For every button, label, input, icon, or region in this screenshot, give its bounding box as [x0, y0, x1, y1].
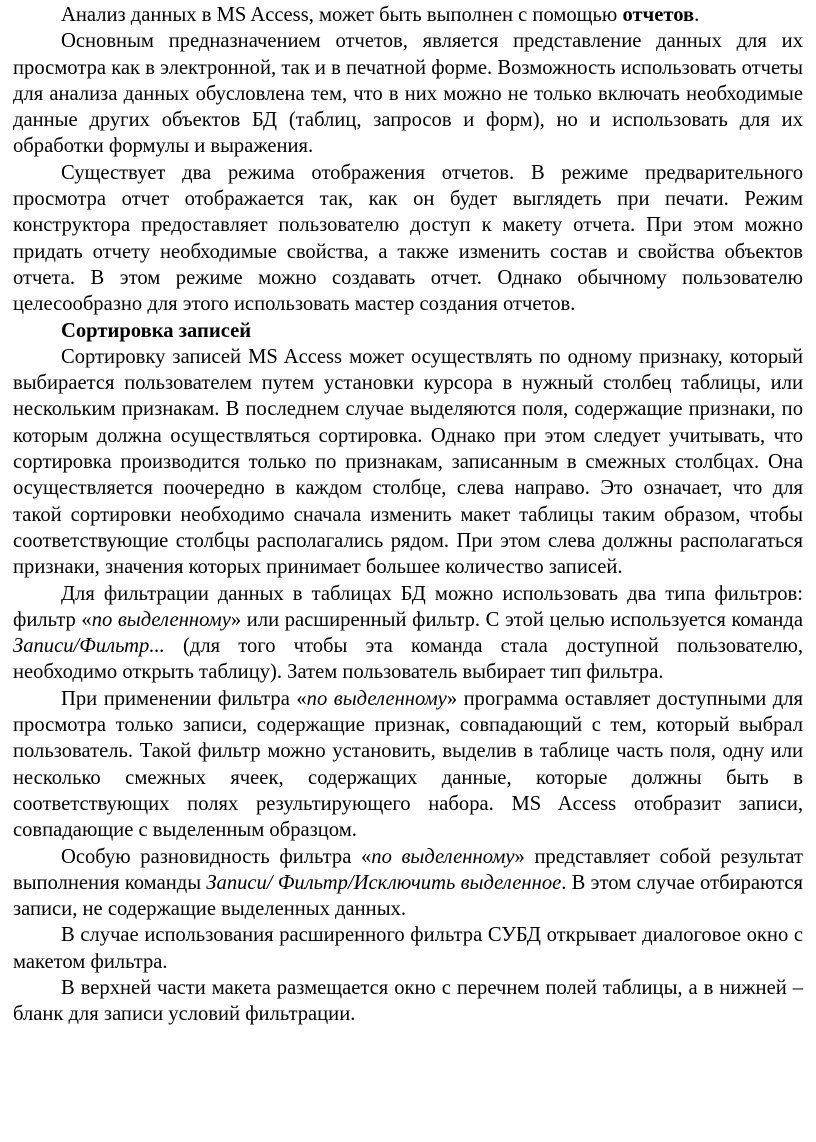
italic-command: Записи/ Фильтр/Исключить выделенное	[206, 871, 562, 894]
text-run: Для фильтрации данных в таблицах БД можно использовать два типа фильтров: фильтр «	[13, 582, 803, 631]
paragraph-reports-purpose: Основным предназначением отчетов, является представление данных для их просмотра как в электронной, так и в печатной форме. Возможность использовать отчеты для анализа данных обусловлена тем, что в них можно не только включать необходимые данные других объектов БД (таблиц, запросов и форм), но и использовать для их обработки формулы и выражения.	[13, 30, 803, 158]
paragraph-filter-types	[13, 581, 803, 686]
paragraph-report-modes: Существует два режима отображения отчетов. В режиме предварительного просмотра отчет отображается так, как он будет выглядеть при печати. Режим конструктора предоставляет пользователю доступ к макету отчета. При этом можно придать отчету необходимые свойства, а также изменить состав и свойства объектов отчета. В этом режиме можно создавать отчет. Однако обычному пользователю целесообразно для этого использовать мастер создания отчетов.	[13, 161, 803, 316]
italic-command: Записи/Фильтр...	[13, 635, 165, 658]
text-run: » или расширенный фильтр. С этой целью используется команда	[230, 608, 803, 631]
text-run: .	[694, 4, 700, 26]
paragraph-intro	[13, 2, 803, 28]
text-run: » программа оставляет доступными для просмотра только записи, содержащие признак, совпадающий с тем, который выбрал пользователь. Такой фильтр можно установить, выделив в таблице часть поля, одну или несколько смежных ячеек, содержащих данные, которые должны быть в соответствующих полях результирующего набора. MS Access отобразит записи, совпадающие с выделенным образцом.	[13, 687, 803, 842]
paragraph-advanced-filter: В случае использования расширенного фильтра СУБД открывает диалоговое окно с макетом фильтра.	[13, 924, 803, 973]
italic-term: по выделенному	[91, 608, 231, 631]
text-run: » представляет собой результат выполнения команды	[13, 845, 803, 894]
text-run: При применении фильтра «	[61, 687, 307, 710]
paragraph-filter-layout: В верхней части макета размещается окно с перечнем полей таблицы, а в нижней – бланк для записи условий фильтрации.	[13, 976, 803, 1026]
text-run: . В этом случае отбираются записи, не содержащие выделенных данных.	[13, 871, 803, 921]
bold-term-reports: отчетов	[622, 4, 695, 26]
text-run: Особую разновидность фильтра «	[61, 845, 372, 868]
text-run: (для того чтобы эта команда стала доступной пользователю, необходимо открыть таблицу). Затем пользователь выбирает тип фильтра.	[13, 635, 803, 684]
italic-term: по выделенному	[306, 687, 447, 710]
paragraph-selection-filter	[13, 686, 803, 844]
italic-term: по выделенному	[371, 845, 515, 868]
section-heading-sorting: Сортировка записей	[61, 319, 252, 342]
text-run: Анализ данных в MS Access, может быть выполнен с помощью	[61, 4, 623, 26]
paragraph-sorting: Сортировку записей MS Access может осуществлять по одному признаку, который выбирается пользователем путем установки курсора в нужный столбец таблицы, или нескольким признакам. В последнем случае выделяются поля, содержащие признаки, по которым должна осуществляться сортировка. Однако при этом следует учитывать, что сортировка производится только по признакам, записанным в смежных столбцах. Она осуществляется поочередно в каждом столбце, слева направо. Это означает, что для такой сортировки необходимо сначала изменить макет таблицы таким образом, чтобы соответствующие столбцы располагались рядом. При этом слева должны располагаться признаки, значения которых принимает большее количество записей.	[13, 345, 803, 579]
paragraph-exclude-selection	[13, 844, 803, 923]
